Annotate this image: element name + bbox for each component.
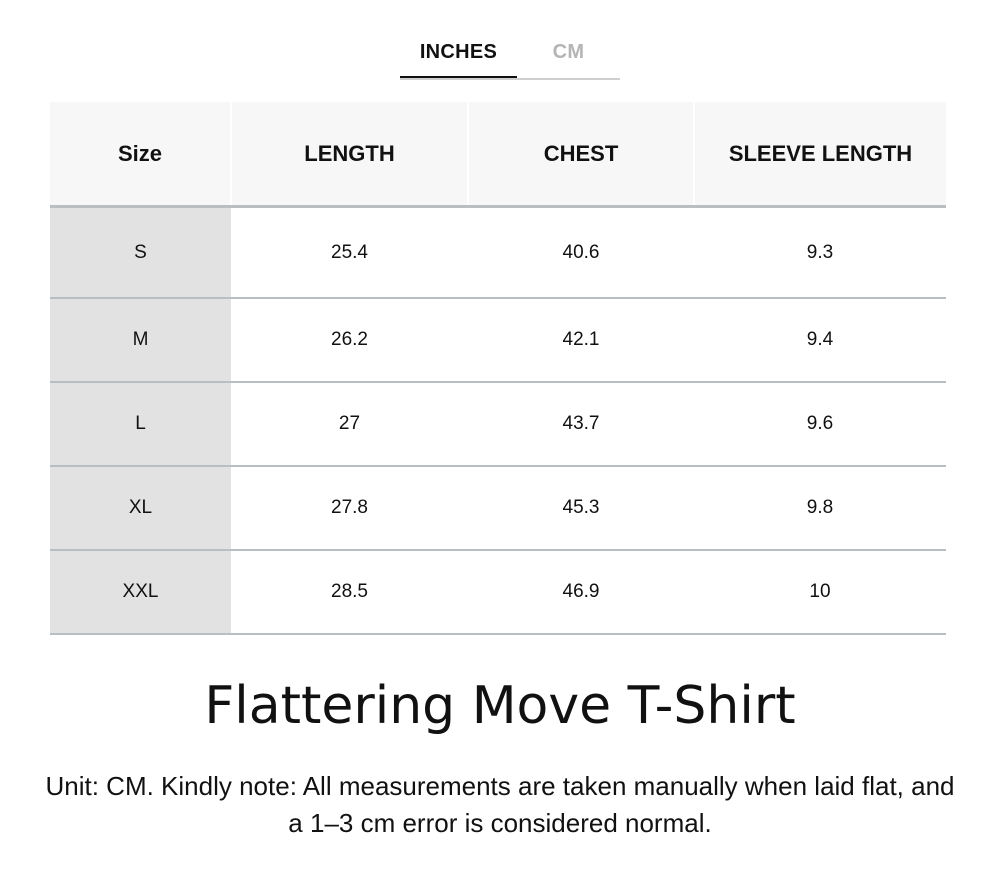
- header-chest: CHEST: [468, 102, 694, 207]
- product-title: Flattering Move T-Shirt: [204, 676, 796, 736]
- measurement-note: Unit: CM. Kindly note: All measurements are taken manually when laid flat, and a 1–3 cm error is considered normal.: [45, 771, 955, 838]
- size-cell: XXL: [50, 550, 231, 634]
- sleeve-length-cell: 9.6: [694, 382, 946, 466]
- table-row: [50, 207, 946, 299]
- table-row: [50, 466, 946, 550]
- size-cell: M: [50, 298, 231, 382]
- table-row: [50, 298, 946, 382]
- header-sleeve-length: SLEEVE LENGTH: [694, 102, 946, 207]
- tab-inches[interactable]: INCHES: [400, 28, 517, 78]
- table-header-row: [50, 102, 946, 207]
- chest-cell: 45.3: [468, 466, 694, 550]
- chest-cell: 42.1: [468, 298, 694, 382]
- sleeve-length-cell: 9.8: [694, 466, 946, 550]
- length-cell: 27: [231, 382, 468, 466]
- size-cell: L: [50, 382, 231, 466]
- header-length: LENGTH: [231, 102, 468, 207]
- table-row: [50, 382, 946, 466]
- size-cell: XL: [50, 466, 231, 550]
- tab-cm[interactable]: CM: [552, 40, 585, 63]
- length-cell: 27.8: [231, 466, 468, 550]
- sleeve-length-cell: 9.4: [694, 298, 946, 382]
- length-cell: 26.2: [231, 298, 468, 382]
- unit-tabs: [400, 28, 620, 80]
- chest-cell: 40.6: [468, 207, 694, 299]
- length-cell: 25.4: [231, 207, 468, 299]
- sleeve-length-cell: 10: [694, 550, 946, 634]
- chest-cell: 43.7: [468, 382, 694, 466]
- length-cell: 28.5: [231, 550, 468, 634]
- table-row: [50, 550, 946, 634]
- size-cell: S: [50, 207, 231, 299]
- sleeve-length-cell: 9.3: [694, 207, 946, 299]
- chest-cell: 46.9: [468, 550, 694, 634]
- size-table: [50, 102, 946, 635]
- header-size: Size: [50, 102, 231, 207]
